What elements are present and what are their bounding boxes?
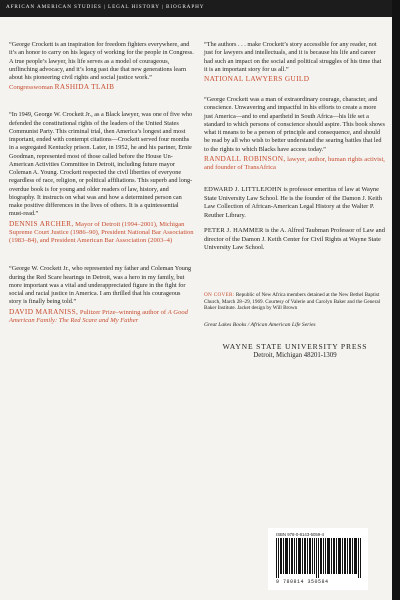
author-name: PETER J. HAMMER (204, 227, 264, 235)
blurb-nlg (204, 41, 386, 84)
attribution (204, 74, 386, 84)
publisher-block (204, 342, 386, 359)
quote-text: “George W. Crockett Jr., who represented my father and Coleman Young during the Red Scare hearings in Detroit, was a hero in my family, but more important was a vital and underappreciated figure in the fight for social and racial justice in America. I am thrilled that his courageous story is finally being told.” (9, 265, 192, 306)
attribution-role: Congresswoman (9, 84, 53, 92)
attribution-name: DENNIS ARCHER, (9, 218, 74, 228)
blurb-tlaib (9, 41, 194, 92)
author-bio-hammer (204, 227, 386, 252)
cover-credit (204, 292, 386, 312)
left-column (9, 41, 194, 325)
attribution-name: NATIONAL LAWYERS GUILD (204, 74, 310, 83)
author-bio-text: is professor emeritus of law at Wayne State University Law School. He is the founder of the Damon J. Keith Law Collection of African-American Legal History at the Walter P. Reuther Library. (204, 186, 382, 219)
attribution-name: RANDALL ROBINSON, (204, 153, 286, 163)
quote-text: “The authors . . . make Crockett’s story accessible for any reader, not just for lawyers and intellectuals, and it is because his life and career had such an impact on the social and political struggles of his time that it is an important story for us all.” (204, 41, 382, 73)
category-label: AFRICAN AMERICAN STUDIES | LEGAL HISTORY | BIOGRAPHY (6, 4, 205, 10)
quote-text: “George Crockett was a man of extraordinary courage, character, and conscience. Unwavering and impactful in his efforts to create a more just America—and to end apartheid in South Africa—his life set a standard to which persons of conscience should aspire. This book shows what it means to be a person of principle and consequence, and should be read by all who wish to better understand the searing battles that led to the rights to which Blacks have access today.” (204, 96, 385, 153)
barcode-block (268, 528, 368, 590)
barcode-digits: 9 780814 350584 (276, 579, 329, 585)
attribution-role: Pulitzer Prize–winning author of (79, 308, 167, 316)
barcode-icon (276, 538, 362, 578)
attribution-role: lawyer, author, human rights activist, and founder of TransAfrica (204, 155, 385, 172)
isbn-label: ISBN 978-0-8143-5059-4 (276, 532, 325, 537)
series-name: Great Lakes Books / African American Life Series (204, 321, 316, 328)
blurb-maraniss (9, 265, 194, 325)
publisher-address: Detroit, Michigan 48201-1309 (253, 351, 337, 359)
author-bio-text: is the A. Alfred Taubman Professor of Law and director of the Damon J. Keith Center for Civil Rights at Wayne State University Law School. (204, 227, 385, 252)
category-bar (0, 0, 392, 17)
blurb-robinson (204, 96, 386, 172)
cover-credit-text: Republic of New Africa members detained at the New Bethel Baptist Church, March 28–29, 1969. Courtesy of Valerie and Carolyn Baker and the General Baker Institute. Jacket design by Will Brown (204, 292, 381, 312)
attribution-role: Mayor of Detroit (1994–2001), Michigan Supreme Court Justice (1986–90), President National Bar Association (1983–84), and President American Bar Association (2003–4) (9, 220, 194, 245)
quote-text: “In 1949, George W. Crockett Jr., as a Black lawyer, was one of five who defended the constitutional rights of the leaders of the United States Communist Party. This criminal trial, then America’s longest and most important, ended with contempt citations—Crockett served four months in a segregated Kentucky prison. Later, in 1952, he and his partner, Ernie Goodman, represented most of those called before the House Un-American Activities Committee in Detroit, including future mayor Coleman A. Young. Crockett respected the civil liberties of everyone regardless of race, religion, or political affiliations. This superb and long-overdue book is for young and older readers of law, history, and biography. It instructs on what was and how a determined person can make positive differences in the lives of others. It is a quintessential must-read.” (9, 111, 193, 218)
attribution-name: DAVID MARANISS, (9, 306, 79, 316)
attribution (9, 219, 194, 246)
cover-credit-label: ON COVER: (204, 292, 235, 299)
attribution-name: RASHIDA TLAIB (54, 82, 115, 92)
attribution (204, 154, 386, 172)
publisher-name: WAYNE STATE UNIVERSITY PRESS (222, 341, 368, 351)
author-bio-littlejohn (204, 186, 386, 220)
author-name: EDWARD J. LITTLEJOHN (204, 186, 282, 194)
blurb-archer (9, 111, 194, 245)
quote-text: “George Crockett is an inspiration for freedom fighters everywhere, and it’s an honor to carry on his legacy of working for the people in Congress. A true people’s lawyer, his life serves as a model of courageous, unflinching advocacy, and it’s long past due that new generations learn about his pioneering civil rights and social justice work.” (9, 41, 194, 81)
attribution (9, 307, 194, 325)
right-column (204, 41, 386, 359)
attribution (9, 82, 194, 92)
attribution-book: A Good American Family: The Red Scare and My Father (9, 308, 188, 324)
